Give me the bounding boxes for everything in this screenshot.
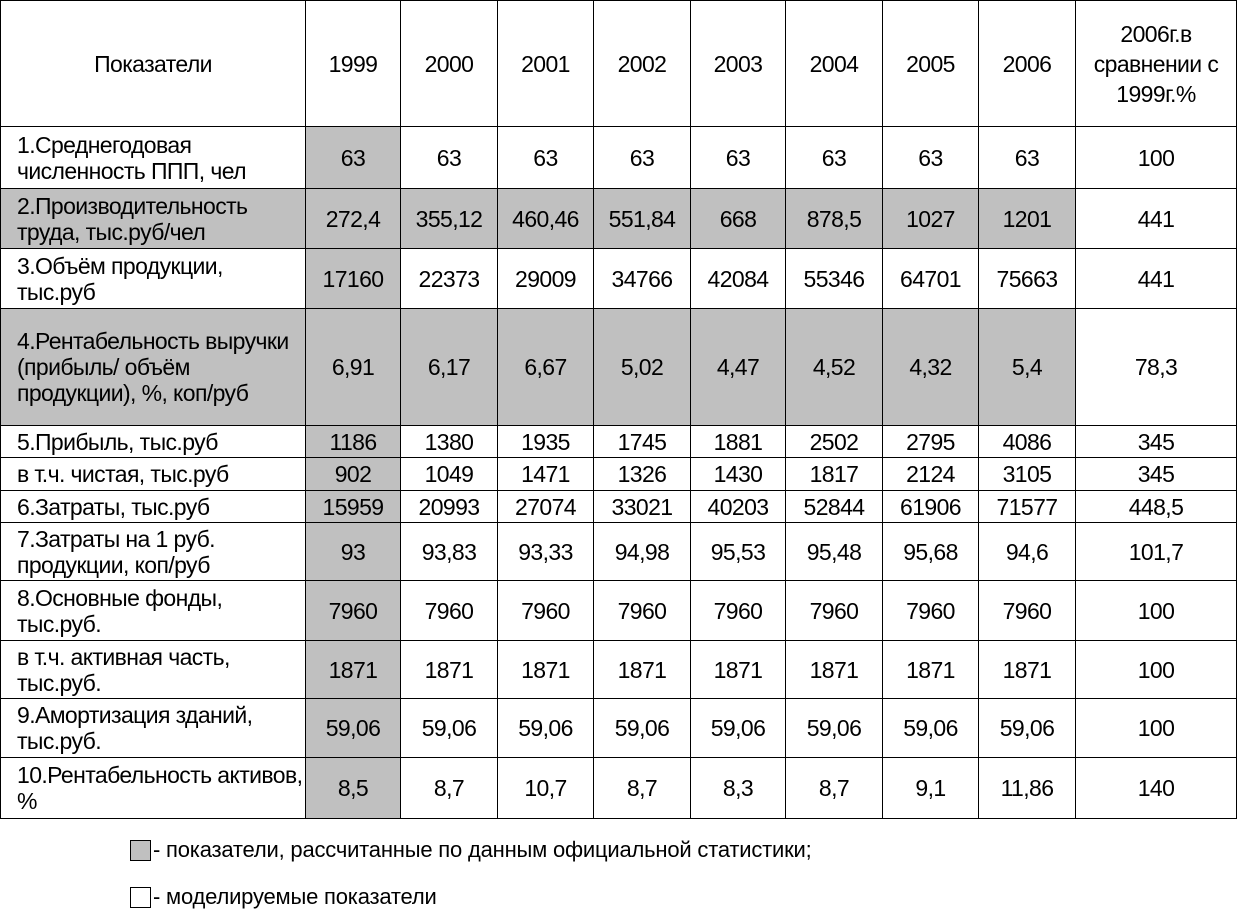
cell-value: 63 — [979, 127, 1076, 189]
cell-value: 551,84 — [594, 189, 691, 249]
cell-value: 27074 — [498, 491, 594, 523]
cell-comparison: 448,5 — [1076, 491, 1237, 523]
cell-value: 4,32 — [883, 309, 979, 426]
cell-value: 1871 — [594, 641, 691, 699]
row-label: 1.Среднегодовая численность ППП, чел — [1, 127, 306, 189]
cell-value: 8,7 — [786, 758, 883, 819]
table-row — [1, 458, 1237, 491]
cell-value: 2502 — [786, 426, 883, 458]
cell-value: 63 — [883, 127, 979, 189]
cell-value: 7960 — [306, 581, 401, 641]
table-row — [1, 249, 1237, 309]
cell-value: 75663 — [979, 249, 1076, 309]
cell-value: 64701 — [883, 249, 979, 309]
cell-value: 1430 — [691, 458, 786, 491]
gray-swatch — [130, 840, 151, 861]
cell-value: 355,12 — [401, 189, 498, 249]
cell-value: 34766 — [594, 249, 691, 309]
cell-value: 11,86 — [979, 758, 1076, 819]
cell-value: 63 — [594, 127, 691, 189]
cell-value: 4,52 — [786, 309, 883, 426]
cell-value: 17160 — [306, 249, 401, 309]
cell-comparison: 140 — [1076, 758, 1237, 819]
legend-official — [130, 837, 812, 863]
cell-value: 52844 — [786, 491, 883, 523]
cell-value: 3105 — [979, 458, 1076, 491]
cell-value: 59,06 — [979, 699, 1076, 758]
cell-value: 59,06 — [691, 699, 786, 758]
table-row — [1, 641, 1237, 699]
table-row — [1, 127, 1237, 189]
cell-comparison: 100 — [1076, 699, 1237, 758]
table-row — [1, 581, 1237, 641]
table-row — [1, 189, 1237, 249]
cell-value: 1871 — [786, 641, 883, 699]
cell-value: 8,3 — [691, 758, 786, 819]
cell-value: 1871 — [401, 641, 498, 699]
cell-value: 2795 — [883, 426, 979, 458]
cell-value: 7960 — [594, 581, 691, 641]
table-row — [1, 491, 1237, 523]
row-label: 8.Основные фонды, тыс.руб. — [1, 581, 306, 641]
table-row — [1, 309, 1237, 426]
cell-value: 93,83 — [401, 523, 498, 581]
cell-value: 63 — [306, 127, 401, 189]
cell-value: 1471 — [498, 458, 594, 491]
cell-value: 93,33 — [498, 523, 594, 581]
cell-value: 95,53 — [691, 523, 786, 581]
header-indicators: Показатели — [1, 1, 306, 127]
cell-value: 63 — [498, 127, 594, 189]
header-year: 1999 — [306, 1, 401, 127]
cell-value: 95,48 — [786, 523, 883, 581]
cell-value: 1745 — [594, 426, 691, 458]
cell-value: 15959 — [306, 491, 401, 523]
cell-value: 4086 — [979, 426, 1076, 458]
cell-value: 10,7 — [498, 758, 594, 819]
cell-value: 7960 — [883, 581, 979, 641]
cell-value: 1049 — [401, 458, 498, 491]
cell-value: 5,02 — [594, 309, 691, 426]
cell-comparison: 100 — [1076, 641, 1237, 699]
cell-value: 460,46 — [498, 189, 594, 249]
table-row — [1, 523, 1237, 581]
cell-value: 59,06 — [594, 699, 691, 758]
cell-value: 1380 — [401, 426, 498, 458]
cell-value: 1871 — [498, 641, 594, 699]
header-year: 2006 — [979, 1, 1076, 127]
row-label: 6.Затраты, тыс.руб — [1, 491, 306, 523]
cell-value: 71577 — [979, 491, 1076, 523]
header-year: 2000 — [401, 1, 498, 127]
cell-comparison: 345 — [1076, 458, 1237, 491]
cell-value: 59,06 — [786, 699, 883, 758]
cell-value: 7960 — [979, 581, 1076, 641]
cell-value: 20993 — [401, 491, 498, 523]
cell-value: 9,1 — [883, 758, 979, 819]
header-year: 2003 — [691, 1, 786, 127]
cell-value: 6,67 — [498, 309, 594, 426]
header-year: 2002 — [594, 1, 691, 127]
table-row — [1, 426, 1237, 458]
cell-value: 93 — [306, 523, 401, 581]
row-label: 10.Рентабельность активов, % — [1, 758, 306, 819]
cell-comparison: 100 — [1076, 581, 1237, 641]
cell-value: 668 — [691, 189, 786, 249]
cell-value: 902 — [306, 458, 401, 491]
cell-value: 1871 — [691, 641, 786, 699]
cell-value: 61906 — [883, 491, 979, 523]
cell-value: 1871 — [979, 641, 1076, 699]
row-label: в т.ч. чистая, тыс.руб — [1, 458, 306, 491]
cell-value: 59,06 — [498, 699, 594, 758]
cell-value: 1186 — [306, 426, 401, 458]
table-row — [1, 758, 1237, 819]
cell-comparison: 101,7 — [1076, 523, 1237, 581]
cell-value: 1027 — [883, 189, 979, 249]
cell-value: 59,06 — [401, 699, 498, 758]
cell-value: 1935 — [498, 426, 594, 458]
cell-value: 94,6 — [979, 523, 1076, 581]
cell-value: 272,4 — [306, 189, 401, 249]
cell-comparison: 345 — [1076, 426, 1237, 458]
cell-value: 1201 — [979, 189, 1076, 249]
row-label: 4.Рентабельность выручки (прибыль/ объём продукции), %, коп/руб — [1, 309, 306, 426]
cell-comparison: 441 — [1076, 249, 1237, 309]
cell-value: 6,17 — [401, 309, 498, 426]
header-year: 2004 — [786, 1, 883, 127]
legend-modeled-text: - моделируемые показатели — [153, 884, 437, 909]
cell-value: 8,7 — [594, 758, 691, 819]
cell-comparison: 441 — [1076, 189, 1237, 249]
cell-value: 1871 — [883, 641, 979, 699]
cell-value: 7960 — [786, 581, 883, 641]
cell-value: 1881 — [691, 426, 786, 458]
cell-value: 8,7 — [401, 758, 498, 819]
header-year: 2005 — [883, 1, 979, 127]
header-comparison: 2006г.в сравнении с 1999г.% — [1076, 1, 1237, 127]
cell-value: 7960 — [401, 581, 498, 641]
table-row — [1, 699, 1237, 758]
row-label: в т.ч. активная часть, тыс.руб. — [1, 641, 306, 699]
cell-value: 94,98 — [594, 523, 691, 581]
header-year: 2001 — [498, 1, 594, 127]
row-label: 2.Производительность труда, тыс.руб/чел — [1, 189, 306, 249]
white-swatch — [130, 887, 151, 908]
cell-value: 6,91 — [306, 309, 401, 426]
cell-value: 55346 — [786, 249, 883, 309]
cell-value: 7960 — [498, 581, 594, 641]
cell-value: 59,06 — [883, 699, 979, 758]
legend-modeled — [130, 884, 437, 910]
cell-value: 7960 — [691, 581, 786, 641]
cell-value: 63 — [691, 127, 786, 189]
header-row — [1, 1, 1237, 127]
cell-value: 22373 — [401, 249, 498, 309]
cell-value: 1326 — [594, 458, 691, 491]
row-label: 7.Затраты на 1 руб. продукции, коп/руб — [1, 523, 306, 581]
cell-value: 2124 — [883, 458, 979, 491]
cell-comparison: 100 — [1076, 127, 1237, 189]
cell-value: 878,5 — [786, 189, 883, 249]
cell-value: 59,06 — [306, 699, 401, 758]
cell-value: 40203 — [691, 491, 786, 523]
cell-value: 1871 — [306, 641, 401, 699]
row-label: 3.Объём продукции, тыс.руб — [1, 249, 306, 309]
row-label: 9.Амортизация зданий, тыс.руб. — [1, 699, 306, 758]
legend-official-text: - показатели, рассчитанные по данным официальной статистики; — [153, 837, 812, 862]
cell-value: 1817 — [786, 458, 883, 491]
cell-value: 42084 — [691, 249, 786, 309]
cell-value: 8,5 — [306, 758, 401, 819]
cell-value: 5,4 — [979, 309, 1076, 426]
cell-value: 33021 — [594, 491, 691, 523]
cell-value: 29009 — [498, 249, 594, 309]
cell-value: 63 — [786, 127, 883, 189]
cell-value: 63 — [401, 127, 498, 189]
cell-comparison: 78,3 — [1076, 309, 1237, 426]
cell-value: 95,68 — [883, 523, 979, 581]
row-label: 5.Прибыль, тыс.руб — [1, 426, 306, 458]
cell-value: 4,47 — [691, 309, 786, 426]
